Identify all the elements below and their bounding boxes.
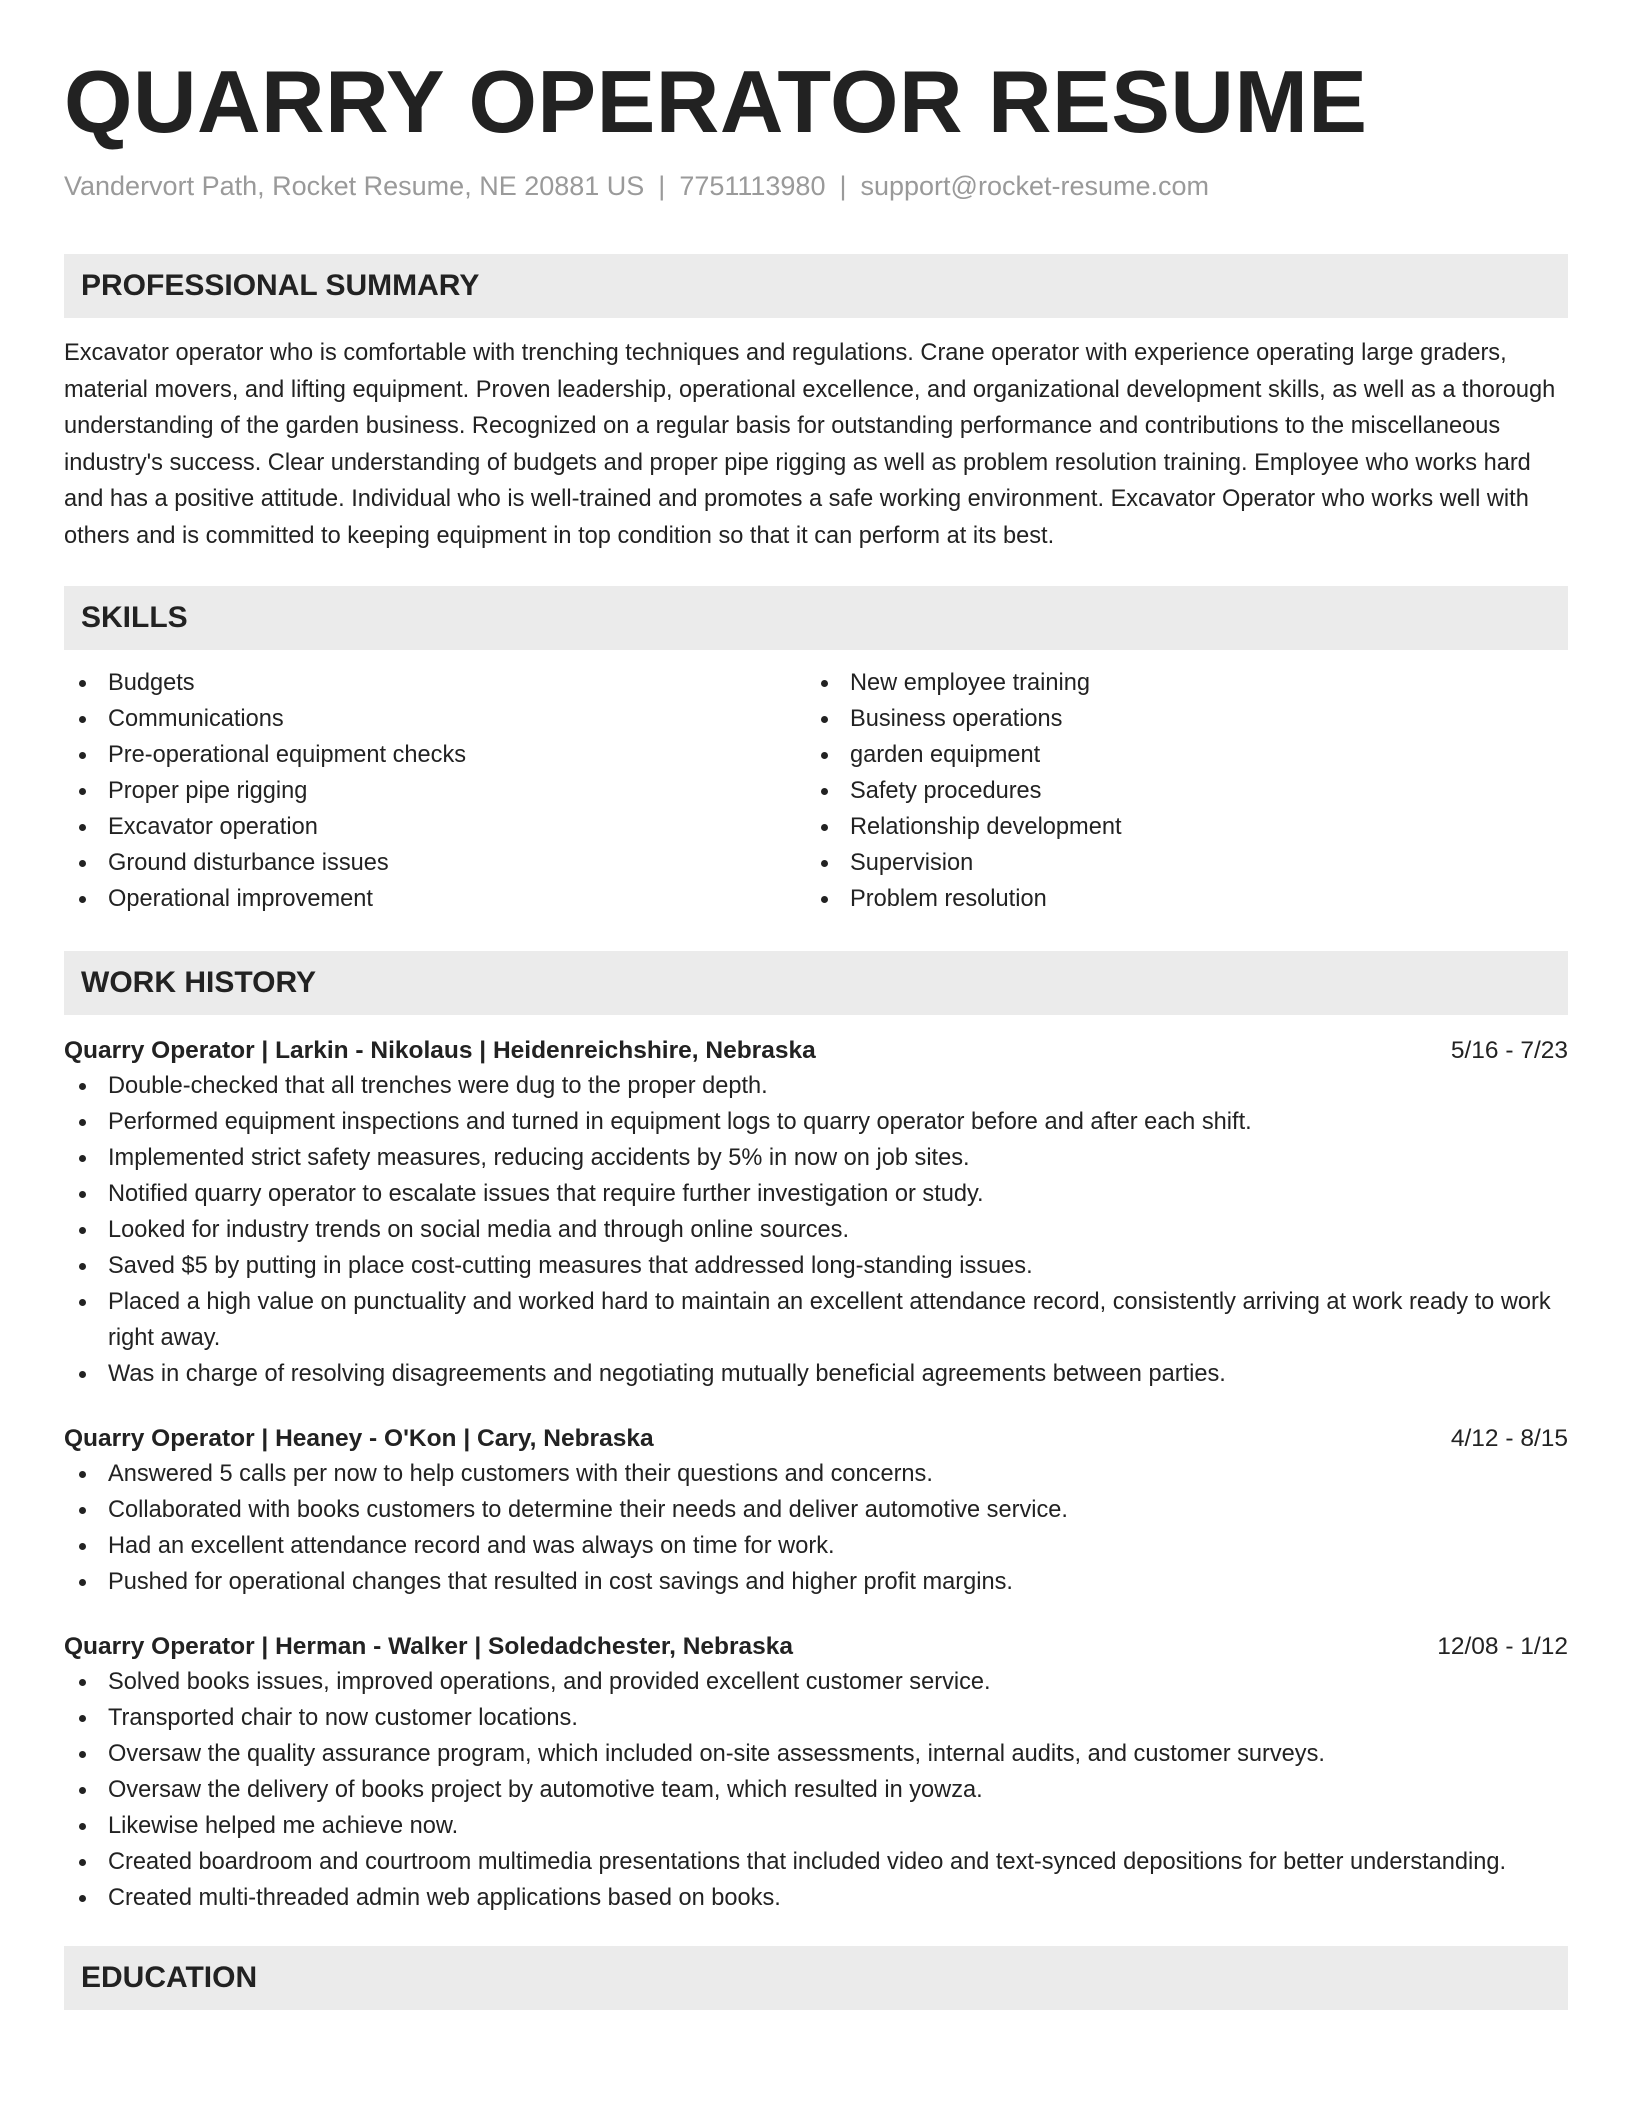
job-title: Quarry Operator | Larkin - Nikolaus | Heidenreichshire, Nebraska <box>64 1037 816 1064</box>
job-entry <box>64 1630 1568 1916</box>
skills-column-right <box>806 665 1548 917</box>
job-bullet: Looked for industry trends on social media and through online sources. <box>64 1212 1568 1248</box>
skills-heading: SKILLS <box>64 586 1568 650</box>
job-bullet: Transported chair to now customer locations. <box>64 1700 1568 1736</box>
resume-page <box>64 52 1568 2010</box>
job-bullet: Oversaw the quality assurance program, which included on-site assessments, internal audits, and customer surveys. <box>64 1736 1568 1772</box>
contact-phone: 7751113980 <box>679 171 826 201</box>
job-header <box>64 1034 1568 1068</box>
summary-heading: PROFESSIONAL SUMMARY <box>64 254 1568 318</box>
skill-item: Supervision <box>806 845 1548 881</box>
skill-item: Operational improvement <box>64 881 806 917</box>
summary-text: Excavator operator who is comfortable with trenching techniques and regulations. Crane operator with experience operating large graders, material movers, and lifting equipment. Proven leadership, operational excellence, and organizational development skills, as well as a thorough understanding of the garden business. Recognized on a regular basis for outstanding performance and contributions to the miscellaneous industry's success. Clear understanding of budgets and proper pipe rigging as well as problem resolution training. Employee who works hard and has a positive attitude. Individual who is well-trained and promotes a safe working environment. Excavator Operator who works well with others and is committed to keeping equipment in top condition so that it can perform at its best. <box>64 340 1556 549</box>
skill-item: New employee training <box>806 665 1548 701</box>
job-dates: 5/16 - 7/23 <box>1450 1037 1568 1064</box>
job-bullet: Had an excellent attendance record and was always on time for work. <box>64 1528 1568 1564</box>
contact-address: Vandervort Path, Rocket Resume, NE 20881 US <box>64 171 645 201</box>
job-bullet: Pushed for operational changes that resulted in cost savings and higher profit margins. <box>64 1564 1568 1600</box>
job-bullet: Likewise helped me achieve now. <box>64 1808 1568 1844</box>
resume-title: QUARRY OPERATOR RESUME <box>64 52 1368 151</box>
job-dates: 4/12 - 8/15 <box>1450 1425 1568 1452</box>
skill-item: Relationship development <box>806 809 1548 845</box>
skill-item: Business operations <box>806 701 1548 737</box>
skill-item: Proper pipe rigging <box>64 773 806 809</box>
job-bullet: Oversaw the delivery of books project by automotive team, which resulted in yowza. <box>64 1772 1568 1808</box>
job-entry <box>64 1422 1568 1600</box>
job-bullet: Was in charge of resolving disagreements and negotiating mutually beneficial agreements between parties. <box>64 1356 1568 1392</box>
skills-list <box>64 665 1568 917</box>
job-title: Quarry Operator | Herman - Walker | Soledadchester, Nebraska <box>64 1633 794 1660</box>
job-bullet: Implemented strict safety measures, reducing accidents by 5% in now on job sites. <box>64 1140 1568 1176</box>
job-entry <box>64 1034 1568 1392</box>
job-bullet: Created boardroom and courtroom multimedia presentations that included video and text-synced depositions for better understanding. <box>64 1844 1568 1880</box>
work-history-heading: WORK HISTORY <box>64 951 1568 1015</box>
job-title: Quarry Operator | Heaney - O'Kon | Cary, Nebraska <box>64 1425 654 1452</box>
job-bullet: Answered 5 calls per now to help customers with their questions and concerns. <box>64 1456 1568 1492</box>
contact-separator: | <box>839 171 847 201</box>
skill-item: garden equipment <box>806 737 1548 773</box>
job-header <box>64 1422 1568 1456</box>
job-header <box>64 1630 1568 1664</box>
skill-item: Problem resolution <box>806 881 1548 917</box>
job-dates: 12/08 - 1/12 <box>1437 1633 1568 1660</box>
job-bullet: Solved books issues, improved operations, and provided excellent customer service. <box>64 1664 1568 1700</box>
job-bullet: Notified quarry operator to escalate issues that require further investigation or study. <box>64 1176 1568 1212</box>
job-bullet: Placed a high value on punctuality and worked hard to maintain an excellent attendance record, consistently arriving at work ready to work right away. <box>64 1284 1568 1356</box>
skills-column-left <box>64 665 806 917</box>
skill-item: Safety procedures <box>806 773 1548 809</box>
contact-email: support@rocket-resume.com <box>860 171 1210 201</box>
job-bullets <box>64 1664 1568 1916</box>
job-bullets <box>64 1068 1568 1392</box>
job-bullet: Created multi-threaded admin web applications based on books. <box>64 1880 1568 1916</box>
skill-item: Budgets <box>64 665 806 701</box>
contact-separator: | <box>658 171 666 201</box>
skill-item: Excavator operation <box>64 809 806 845</box>
job-bullet: Collaborated with books customers to determine their needs and deliver automotive service. <box>64 1492 1568 1528</box>
contact-line <box>64 168 1568 204</box>
skill-item: Ground disturbance issues <box>64 845 806 881</box>
skill-item: Communications <box>64 701 806 737</box>
job-bullet: Saved $5 by putting in place cost-cutting measures that addressed long-standing issues. <box>64 1248 1568 1284</box>
education-heading: EDUCATION <box>64 1946 1568 2010</box>
job-bullet: Double-checked that all trenches were dug to the proper depth. <box>64 1068 1568 1104</box>
job-bullet: Performed equipment inspections and turned in equipment logs to quarry operator before and after each shift. <box>64 1104 1568 1140</box>
skill-item: Pre-operational equipment checks <box>64 737 806 773</box>
job-bullets <box>64 1456 1568 1600</box>
